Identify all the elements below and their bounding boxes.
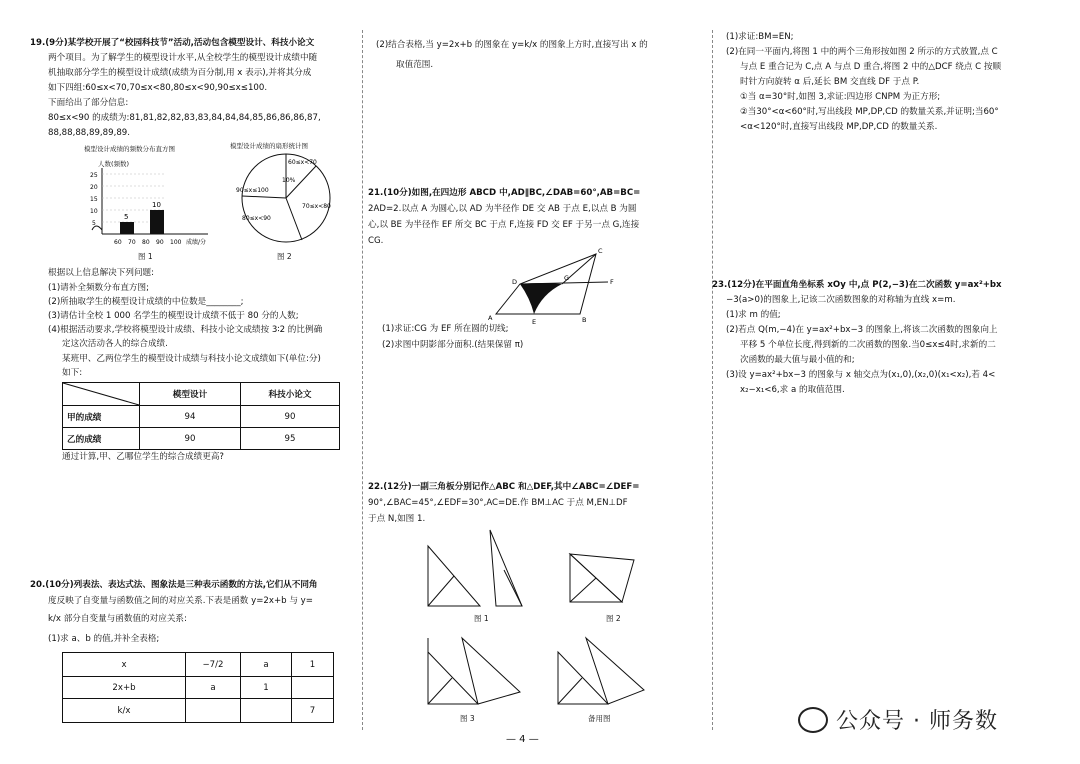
q23-line: 23.(12分)在平面直角坐标系 xOy 中,点 P(2,−3)在二次函数 y=ax²+bx [712, 280, 1002, 290]
q19-score-table [62, 382, 340, 450]
histogram-ytick: 25 [90, 172, 98, 179]
table-cell: a [186, 677, 241, 699]
figure-21-label: F [610, 278, 614, 286]
table-cell [186, 699, 241, 723]
q20-line: (1)求 a、b 的值,并补全表格; [48, 634, 160, 644]
histogram-bar [150, 210, 164, 234]
q21-line: (2)求图中阴影部分面积.(结果保留 π) [382, 340, 524, 350]
pie-slice-edge [242, 196, 286, 198]
figure-22-3 [422, 632, 542, 712]
table-header: 模型设计 [140, 383, 241, 406]
pie-caption: 图 2 [277, 252, 292, 261]
histogram-ytick: 10 [90, 208, 98, 215]
figure-21-label: C [598, 247, 603, 255]
q19-line: 根据以上信息解决下列问题: [48, 268, 155, 278]
figure-22-1 [420, 526, 530, 616]
q19-line: 88,88,88,89,89,89. [48, 128, 131, 138]
pie-label: 60≤x<70 [288, 159, 317, 166]
figure-21-label: E [532, 318, 537, 326]
histogram-xlabel: 成绩/分 [186, 239, 207, 246]
table-cell [241, 699, 292, 723]
q22-cont-line: ①当 α=30°时,如图 3,求证:四边形 CNPM 为正方形; [740, 92, 941, 102]
q20-line: k/x 部分自变量与函数值的对应关系: [48, 614, 187, 624]
table-diagonal-cell [63, 383, 140, 406]
histogram-caption: 图 1 [138, 252, 153, 261]
q21-line: 2AD=2.以点 A 为圆心,以 AD 为半径作 DE 交 AB 于点 E,以点 B 为圆 [368, 204, 637, 214]
q23-line: (1)求 m 的值; [726, 310, 781, 320]
q22-cont-line: <α<120°时,直接写出线段 MP,DP,CD 的数量关系. [740, 122, 938, 132]
table-header: 科技小论文 [241, 383, 340, 406]
q23-line: 次函数的最大值与最小值的和; [740, 355, 855, 365]
table-row [63, 406, 340, 428]
pie-label: 10% [282, 177, 296, 184]
q20-line: 度反映了自变量与函数值之间的对应关系.下表是函数 y=2x+b 与 y= [48, 596, 313, 606]
histogram-bar-label: 5 [124, 213, 129, 221]
q19-line: (2)所抽取学生的模型设计成绩的中位数是________; [48, 297, 244, 307]
figure-caption: 图 1 [474, 614, 489, 623]
q22-cont-line: (1)求证:BM=EN; [726, 32, 794, 42]
page-number: — 4 — [506, 734, 539, 745]
table-cell: a [241, 653, 292, 677]
pie-title: 模型设计成绩的扇形统计图 [230, 142, 308, 150]
q22-cont-line: 时针方向旋转 α 后,延长 BM 交直线 DF 于点 P. [740, 77, 920, 87]
q19-final-question: 通过计算,甲、乙哪位学生的综合成绩更高? [62, 452, 224, 462]
histogram-xtick: 70 [128, 239, 136, 246]
table-cell: k/x [63, 699, 186, 723]
q22-line: 于点 N,如图 1. [368, 514, 426, 524]
table-cell: 2x+b [63, 677, 186, 699]
q21-line: 心,以 BE 为半径作 EF 所交 BC 于点 F,连接 FD 交 EF 于另一点 G,连接 [368, 220, 640, 230]
q19-line: 下面给出了部分信息: [48, 98, 129, 108]
table-cell: 1 [292, 653, 334, 677]
histogram-ylabel: 人数(频数) [98, 160, 130, 168]
q21-line: (1)求证:CG 为 EF 所在圆的切线; [382, 324, 509, 334]
q22-cont-line: ②当30°<α<60°时,写出线段 MP,DP,CD 的数量关系,并证明;当60° [740, 107, 999, 117]
table-cell [292, 677, 334, 699]
q19-line: 19.(9分)某学校开展了“校园科技节”活动,活动包含模型设计、科技小论文 [30, 38, 315, 48]
table-cell: 95 [241, 428, 340, 450]
histogram-ytick: 15 [90, 196, 98, 203]
q23-line: (2)若点 Q(m,−4)在 y=ax²+bx−3 的图象上,将该二次函数的图象向上 [726, 325, 998, 335]
figure-21-label: A [488, 314, 493, 322]
histogram-xtick: 60 [114, 239, 122, 246]
q19-line: 80≤x<90 的成绩为:81,81,82,82,83,83,84,84,84,85,86,86,86,87, [48, 113, 321, 123]
q21-line: 21.(10分)如图,在四边形 ABCD 中,AD∥BC,∠DAB=60°,AB=BC= [368, 188, 641, 198]
table-row [63, 428, 340, 450]
q19-line: (4)根据活动要求,学校将模型设计成绩、科技小论文成绩按 3∶2 的比例确 [48, 325, 323, 335]
table-row [63, 653, 334, 677]
q20-cont-line: 取值范围. [396, 60, 434, 70]
middle-column [362, 0, 712, 764]
q19-line: 如下: [62, 368, 83, 378]
table-cell: x [63, 653, 186, 677]
q22-line: 90°,∠BAC=45°,∠EDF=30°,AC=DE.作 BM⊥AC 于点 M,EN⊥DF [368, 498, 628, 508]
table-cell: 7 [292, 699, 334, 723]
histogram-ytick: 5 [92, 220, 96, 227]
q23-line: −3(a>0)的图象上,记该二次函数图象的对称轴为直线 x=m. [726, 295, 956, 305]
pie-chart [232, 150, 342, 250]
watermark [798, 704, 998, 735]
figure-22-spare [552, 632, 672, 712]
histogram [90, 168, 220, 258]
table-row [63, 677, 334, 699]
q19-line: (1)请补全频数分布直方图; [48, 283, 150, 293]
table-cell: 90 [241, 406, 340, 428]
q22-cont-line: (2)在同一平面内,将图 1 中的两个三角形按如图 2 所示的方式放置,点 C [726, 47, 998, 57]
q22-line: 22.(12分)一副三角板分别记作△ABC 和△DEF,其中∠ABC=∠DEF= [368, 482, 640, 492]
q19-line: 两个项目。为了解学生的模型设计水平,从全校学生的模型设计成绩中随 [48, 53, 318, 63]
table-cell: 90 [140, 428, 241, 450]
histogram-ytick: 20 [90, 184, 98, 191]
figure-caption: 备用图 [588, 714, 611, 723]
watermark-text: 公众号 · 师务数 [836, 709, 998, 734]
histogram-bar-label: 10 [152, 201, 161, 209]
q21-line: CG. [368, 236, 384, 246]
table-cell: 94 [140, 406, 241, 428]
q19-line: (3)请估计全校 1 000 名学生的模型设计成绩不低于 80 分的人数; [48, 311, 299, 321]
q23-line: x₂−x₁<6,求 a 的取值范围. [740, 385, 845, 395]
histogram-xtick: 80 [142, 239, 150, 246]
q19-line: 某班甲、乙两位学生的模型设计成绩与科技小论文成绩如下(单位:分) [62, 354, 321, 364]
table-row [63, 699, 334, 723]
right-column [712, 0, 1080, 764]
histogram-bar [120, 222, 134, 234]
q20-cont-line: (2)结合表格,当 y=2x+b 的图象在 y=k/x 的图象上方时,直接写出 x 的 [376, 40, 648, 50]
figure-21-label: G [564, 274, 570, 282]
q20-value-table [62, 652, 334, 723]
figure-21-label: B [582, 316, 587, 324]
q19-line: 机抽取部分学生的模型设计成绩(成绩为百分制,用 x 表示),并将其分成 [48, 68, 312, 78]
pie-slice-edge [286, 198, 302, 240]
histogram-title: 模型设计成绩的频数分布直方图 [84, 145, 175, 153]
left-column [0, 0, 370, 764]
wechat-icon [798, 707, 828, 733]
q19-line: 如下四组:60≤x<70,70≤x<80,80≤x<90,90≤x≤100. [48, 83, 268, 93]
histogram-xtick: 90 [156, 239, 164, 246]
table-cell: 1 [241, 677, 292, 699]
table-cell: 甲的成绩 [63, 406, 140, 428]
q19-line: 定这次活动各人的综合成绩. [62, 339, 168, 349]
q20-line: 20.(10分)列表法、表达式法、图象法是三种表示函数的方法,它们从不同角 [30, 580, 318, 590]
q22-cont-line: 与点 E 重合记为 C,点 A 与点 D 重合,将图 2 中的△DCF 绕点 C 按顺 [740, 62, 1002, 72]
pie-label: 80≤x<90 [242, 215, 271, 222]
pie-label: 70≤x<80 [302, 203, 331, 210]
q23-line: (3)设 y=ax²+bx−3 的图象与 x 轴交点为(x₁,0),(x₂,0)(x₁<x₂),若 4< [726, 370, 996, 380]
table-cell: −7/2 [186, 653, 241, 677]
table-cell: 乙的成绩 [63, 428, 140, 450]
pie-label: 90≤x≤100 [236, 187, 269, 194]
figure-21-label: D [512, 278, 518, 286]
figure-caption: 图 3 [460, 714, 475, 723]
figure-caption: 图 2 [606, 614, 621, 623]
figure-21 [490, 248, 620, 328]
q23-line: 平移 5 个单位长度,得到新的二次函数的图象.当0≤x≤4时,求新的二 [740, 340, 996, 350]
histogram-xtick: 100 [170, 239, 182, 246]
